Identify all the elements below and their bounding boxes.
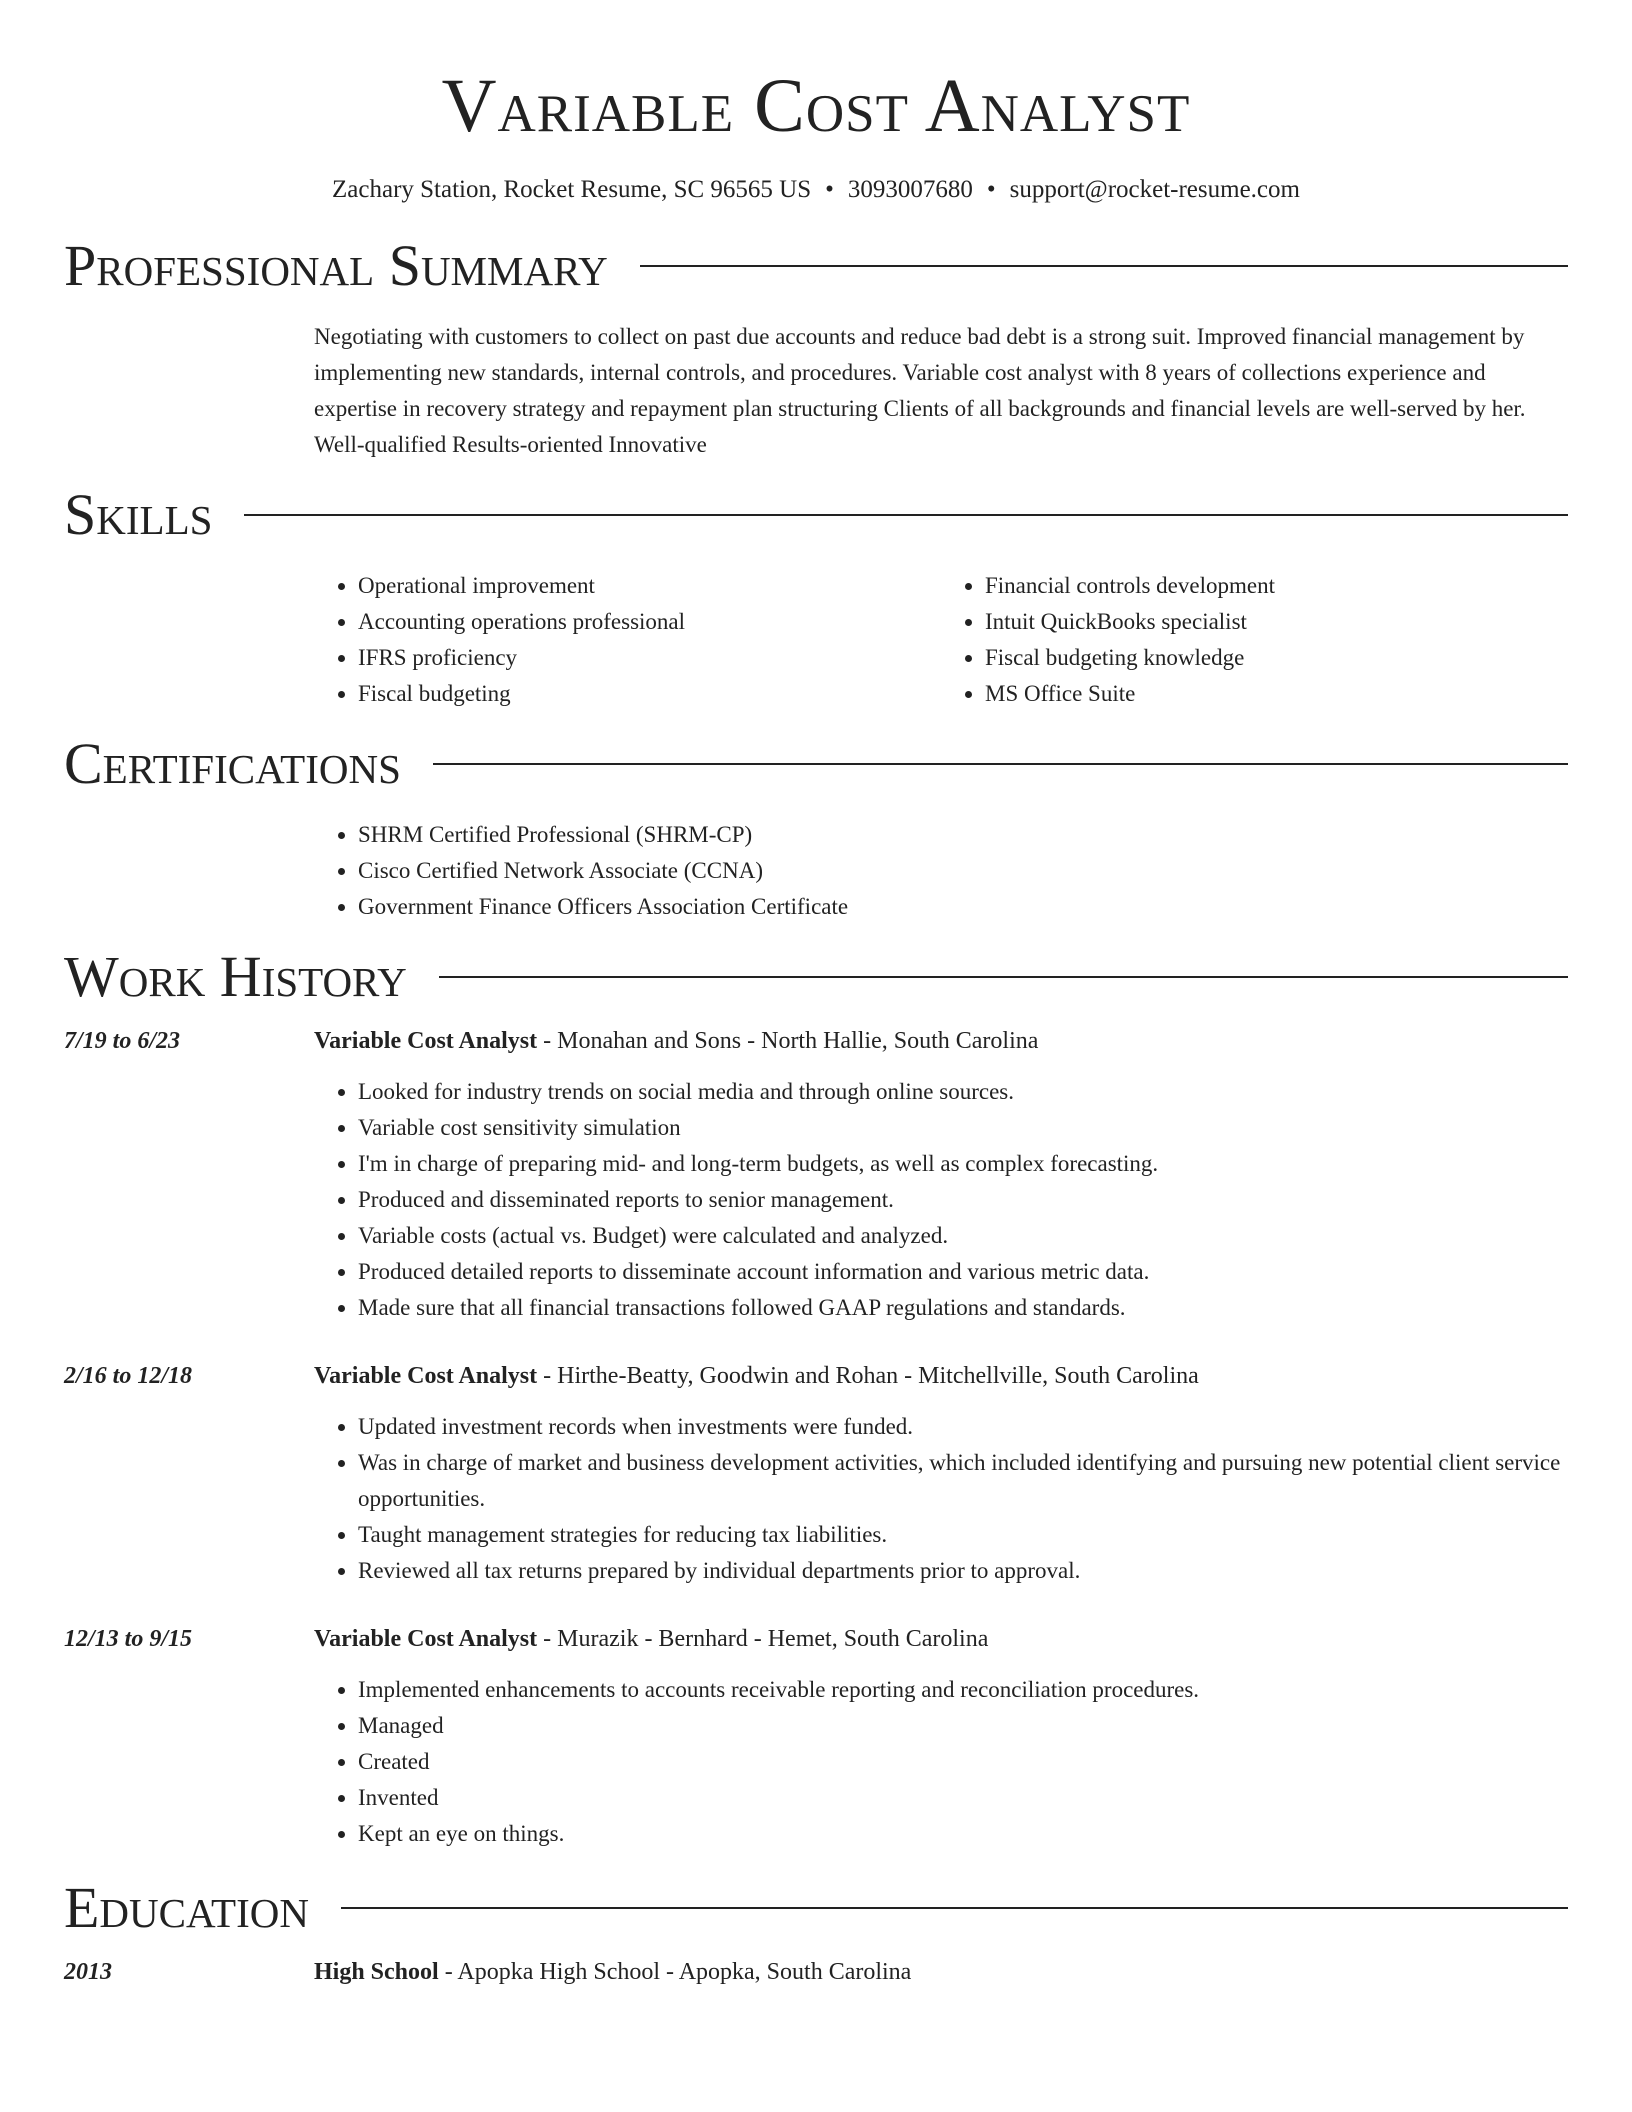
section-divider (341, 1907, 1568, 1909)
skills-list-right (941, 568, 1568, 712)
summary-text: Negotiating with customers to collect on past due accounts and reduce bad debt is a strong suit. Improved financial management by implementing new standards, internal controls, and procedures. Variable cost analyst with 8 years of collections experience and expertise in recovery strategy and repayment plan structuring Clients of all backgrounds and financial levels are well-served by her. Well-qualified Results-oriented Innovative (314, 324, 1526, 457)
section-heading: Certifications (64, 731, 401, 796)
list-item: • Kept an eye on things. (358, 1816, 1568, 1852)
list-item: • Updated investment records when investments were funded. (358, 1409, 1568, 1445)
work-entry-header (64, 1025, 1568, 1057)
section-education-header (64, 1876, 1568, 1940)
list-item: • Was in charge of market and business development activities, which included identifying and pursuing new potential client service opportunities. (358, 1445, 1568, 1517)
list-item: • Made sure that all financial transactions followed GAAP regulations and standards. (358, 1290, 1568, 1326)
job-company-location: - Murazik - Bernhard - Hemet, South Carolina (537, 1626, 989, 1652)
list-item: • Implemented enhancements to accounts receivable reporting and reconciliation procedures. (358, 1672, 1568, 1708)
job-bullets (314, 1409, 1568, 1589)
work-dates: 2/16 to 12/18 (64, 1363, 193, 1389)
list-item: • SHRM Certified Professional (SHRM-CP) (358, 817, 1568, 853)
work-title-line (314, 1623, 988, 1655)
section-divider (439, 976, 1568, 978)
certifications-body (314, 817, 1568, 925)
work-dates: 12/13 to 9/15 (64, 1626, 193, 1652)
list-item: • Managed (358, 1708, 1568, 1744)
education-list (64, 1956, 1568, 1988)
list-item: • Looked for industry trends on social media and through online sources. (358, 1074, 1568, 1110)
education-year: 2013 (64, 1959, 112, 1985)
summary-body (314, 319, 1568, 463)
school-location: - Apopka High School - Apopka, South Carolina (438, 1959, 912, 1985)
contact-separator: • (986, 176, 996, 203)
list-item: • Government Finance Officers Association Certificate (358, 889, 1568, 925)
education-title-line (314, 1956, 911, 1988)
list-item: • Accounting operations professional (358, 604, 941, 640)
section-divider (640, 265, 1568, 267)
resume-name: Variable Cost Analyst (441, 64, 1191, 148)
job-bullets (314, 1672, 1568, 1852)
list-item: • MS Office Suite (985, 676, 1568, 712)
section-heading: Professional Summary (64, 233, 608, 298)
list-item: • Cisco Certified Network Associate (CCNA) (358, 853, 1568, 889)
section-certifications-header (64, 732, 1568, 796)
work-history-list (64, 1025, 1568, 1852)
contact-address: Zachary Station, Rocket Resume, SC 96565 US (332, 176, 812, 203)
list-item: • Produced and disseminated reports to senior management. (358, 1182, 1568, 1218)
list-item: • Variable costs (actual vs. Budget) were calculated and analyzed. (358, 1218, 1568, 1254)
list-item: • Produced detailed reports to disseminate account information and various metric data. (358, 1254, 1568, 1290)
section-summary-header (64, 234, 1568, 298)
skills-body (314, 568, 1568, 712)
section-skills-header (64, 483, 1568, 547)
contact-separator: • (825, 176, 834, 203)
work-entry-header (64, 1623, 1568, 1655)
section-divider (433, 763, 1568, 765)
job-title: Variable Cost Analyst (314, 1363, 538, 1389)
section-heading: Education (64, 1875, 309, 1940)
list-item: • Invented (358, 1780, 1568, 1816)
list-item: • Fiscal budgeting (358, 676, 941, 712)
skills-list-left (314, 568, 941, 712)
job-company-location: - Monahan and Sons - North Hallie, South Carolina (537, 1028, 1039, 1054)
work-title-line (314, 1025, 1038, 1057)
section-heading: Skills (64, 482, 213, 547)
list-item: • IFRS proficiency (358, 640, 941, 676)
work-dates: 7/19 to 6/23 (64, 1028, 181, 1054)
list-item: • I'm in charge of preparing mid- and long-term budgets, as well as complex forecasting. (358, 1146, 1568, 1182)
list-item: • Variable cost sensitivity simulation (358, 1110, 1568, 1146)
section-heading: Work History (64, 944, 407, 1009)
contact-email: support@rocket-resume.com (1009, 176, 1300, 203)
work-entry (64, 1025, 1568, 1326)
list-item: • Taught management strategies for reducing tax liabilities. (358, 1517, 1568, 1553)
section-divider (244, 514, 1568, 516)
contact-line (64, 175, 1568, 205)
list-item: • Financial controls development (985, 568, 1568, 604)
work-entry (64, 1360, 1568, 1589)
degree: High School (314, 1959, 439, 1985)
education-entry (64, 1956, 1568, 1988)
work-entry-header (64, 1360, 1568, 1392)
work-entry (64, 1623, 1568, 1852)
contact-phone: 3093007680 (847, 176, 973, 203)
list-item: • Created (358, 1744, 1568, 1780)
section-work-header (64, 945, 1568, 1009)
certifications-list (314, 817, 1568, 925)
list-item: • Reviewed all tax returns prepared by individual departments prior to approval. (358, 1553, 1568, 1589)
job-bullets (314, 1074, 1568, 1326)
list-item: • Fiscal budgeting knowledge (985, 640, 1568, 676)
job-company-location: - Hirthe-Beatty, Goodwin and Rohan - Mitchellville, South Carolina (537, 1363, 1199, 1389)
job-title: Variable Cost Analyst (314, 1028, 538, 1054)
list-item: • Operational improvement (358, 568, 941, 604)
list-item: • Intuit QuickBooks specialist (985, 604, 1568, 640)
resume-page (64, 0, 1568, 1988)
work-title-line (314, 1360, 1199, 1392)
job-title: Variable Cost Analyst (314, 1626, 538, 1652)
